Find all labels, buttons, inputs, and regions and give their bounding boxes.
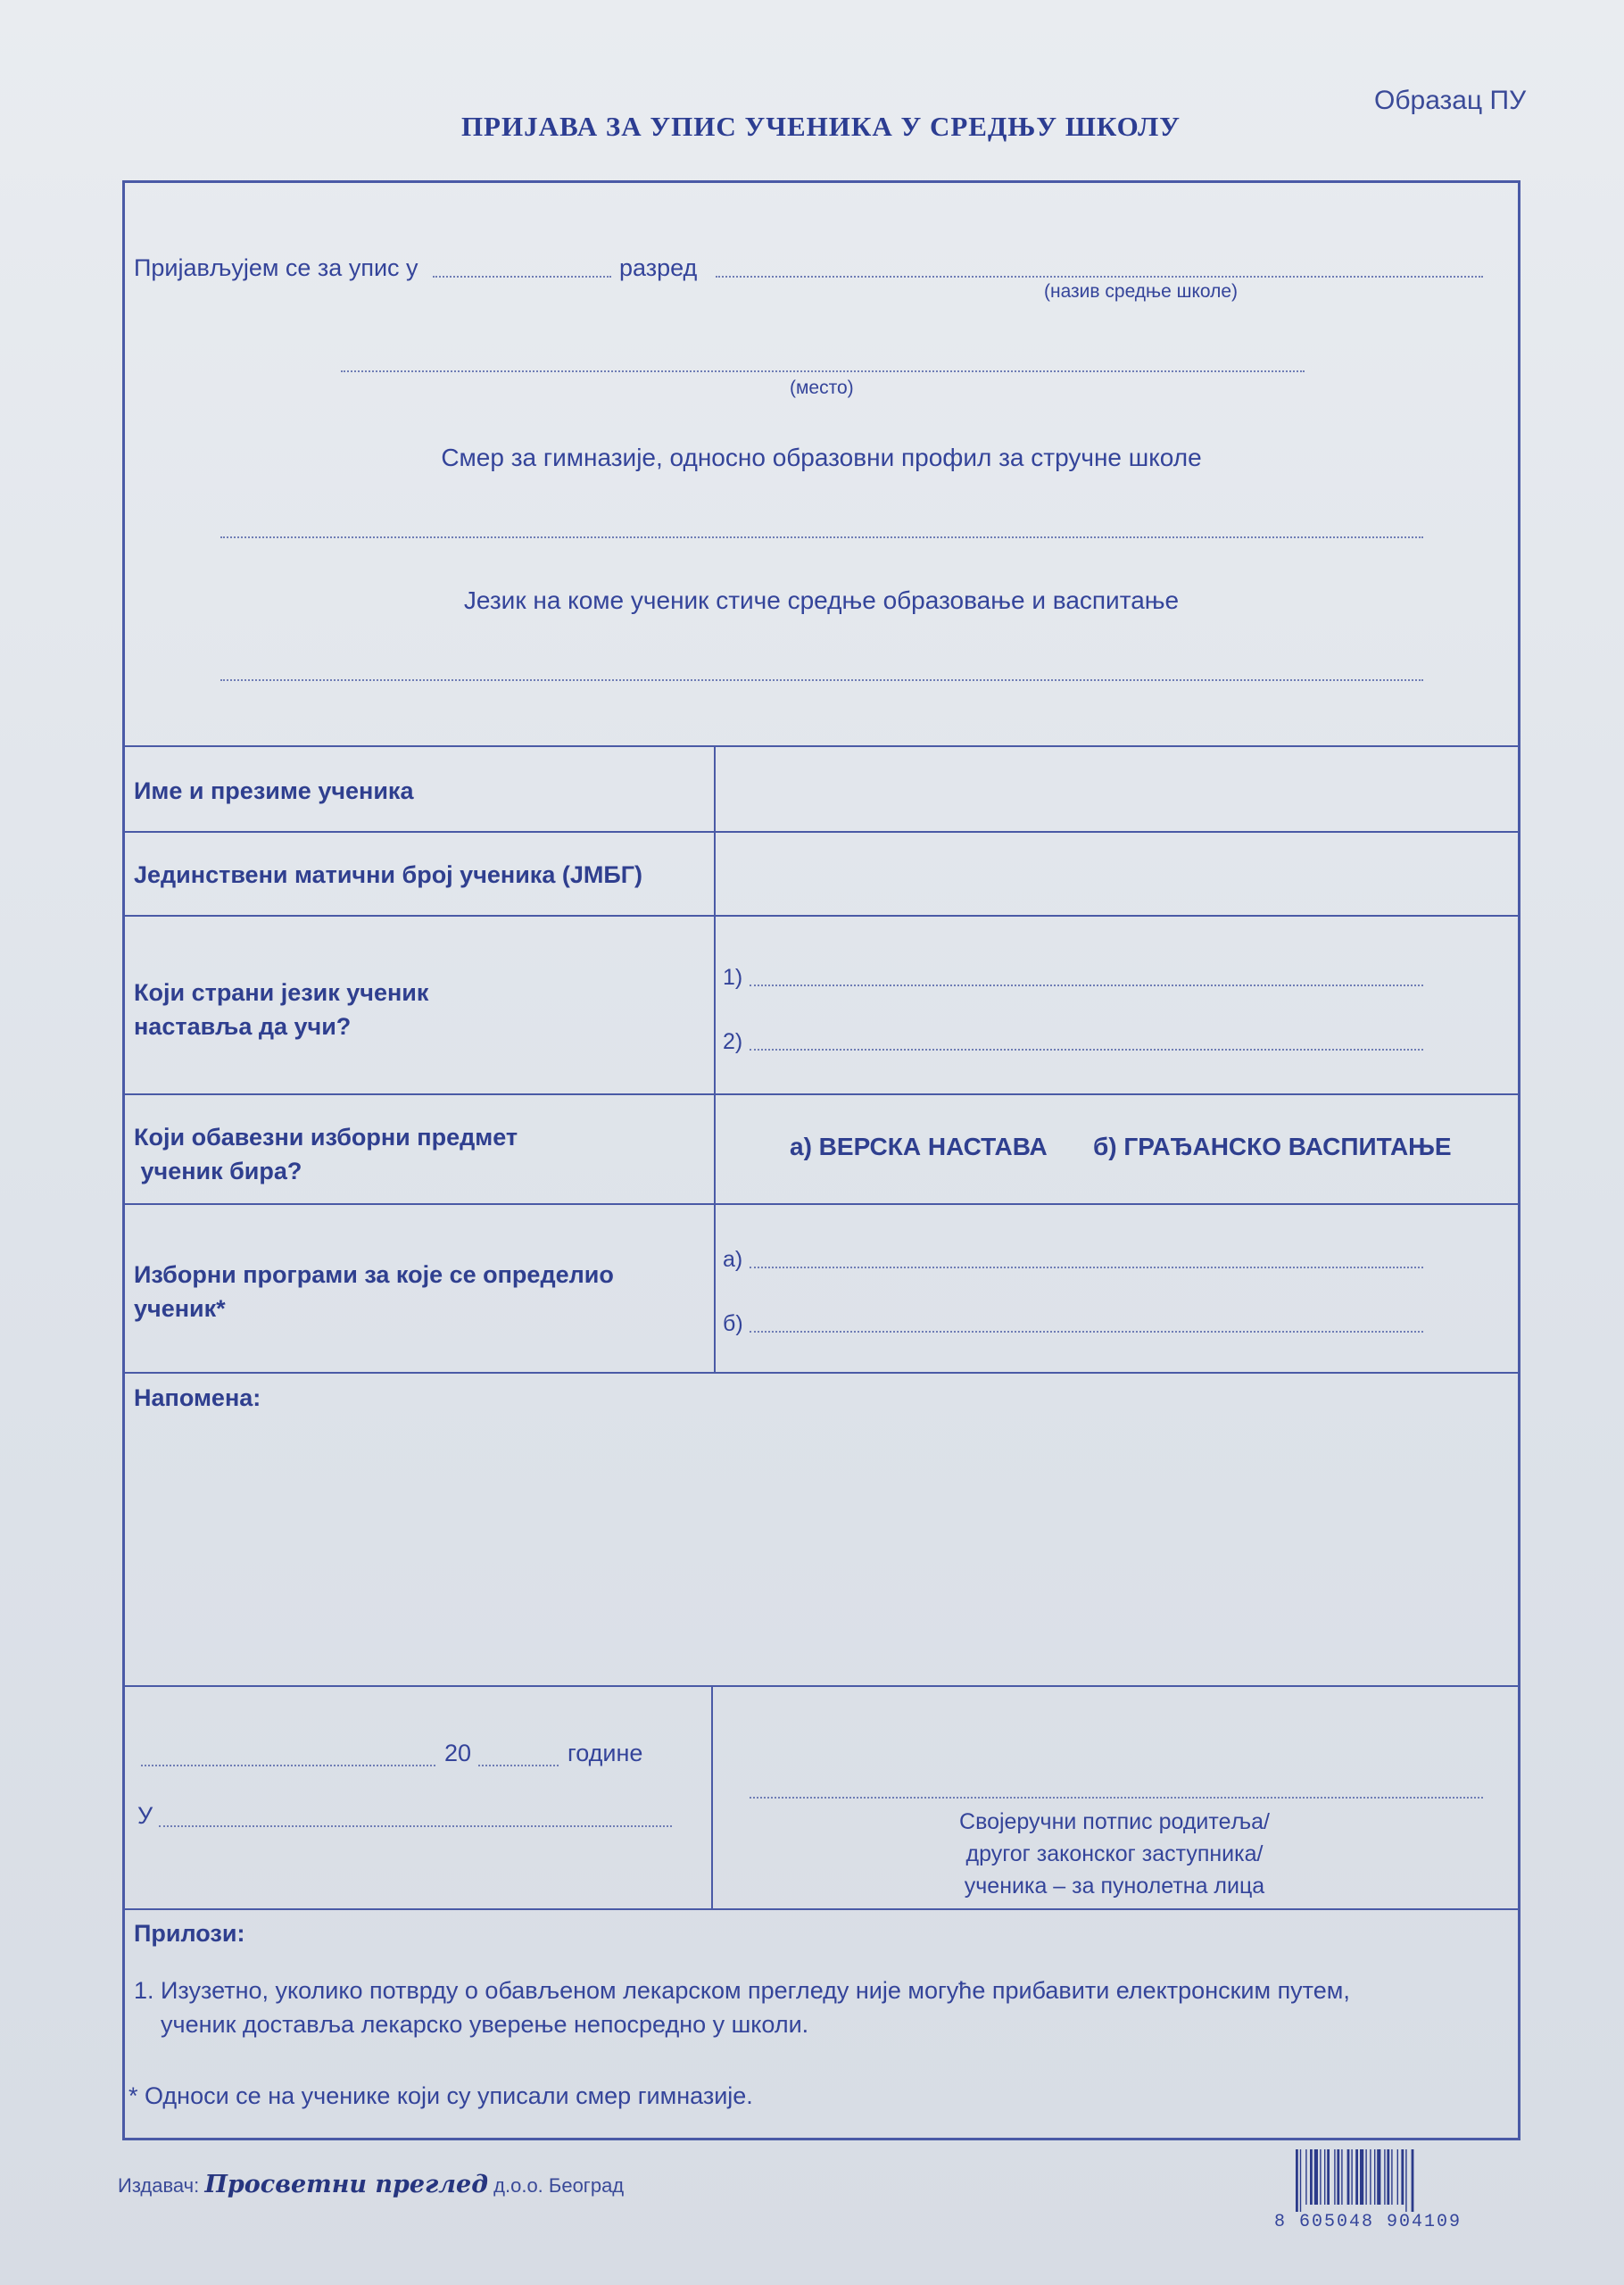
program-a-field[interactable] — [750, 1267, 1423, 1268]
foreign-language-label-2: наставља да учи? — [134, 1013, 352, 1040]
signing-place-field[interactable] — [159, 1825, 672, 1827]
barcode-number: 8 605048 904109 — [1274, 2212, 1462, 2232]
date-field[interactable] — [141, 1765, 435, 1766]
signature-caption-3: ученика – за пунолетна лица — [964, 1874, 1265, 1899]
grade-word: разред — [619, 254, 698, 281]
attachment-item-1-line-2: ученик доставља лекарско уверење непосредно у школи. — [134, 2011, 809, 2038]
form-frame — [122, 180, 1520, 2140]
enroll-prefix: Пријављујем се за упис у — [134, 254, 418, 281]
signature-caption-2: другог законског заступника/ — [965, 1841, 1264, 1866]
divider — [125, 1372, 1518, 1374]
form-code: Образац ПУ — [1374, 86, 1527, 115]
program-letter-b: б) — [723, 1311, 743, 1336]
publisher-suffix: д.о.о. Београд — [493, 2174, 625, 2197]
option-civic-education[interactable]: б) ГРАЂАНСКО ВАСПИТАЊЕ — [1093, 1133, 1452, 1160]
foreign-language-2-field[interactable] — [750, 1049, 1423, 1051]
foreign-language-1-field[interactable] — [750, 985, 1423, 986]
programs-label-1: Изборни програми за које се определио — [134, 1261, 614, 1288]
elective-label-2: ученик бира? — [134, 1158, 302, 1184]
jmbg-field[interactable] — [717, 833, 1516, 913]
attachments-label: Прилози: — [134, 1920, 245, 1947]
place-field[interactable] — [341, 370, 1305, 372]
year-prefix: 20 — [444, 1740, 472, 1766]
student-name-label: Име и презиме ученика — [134, 777, 414, 804]
jmbg-label: Јединствени матични број ученика (ЈМБГ) — [134, 861, 643, 888]
divider — [125, 1203, 1518, 1205]
language-field[interactable] — [220, 679, 1423, 681]
column-divider — [714, 745, 716, 1372]
divider — [125, 1685, 1518, 1687]
divider — [125, 1908, 1518, 1910]
foreign-language-number-2: 2) — [723, 1029, 743, 1054]
foreign-language-label-1: Који страни језик ученик — [134, 979, 429, 1006]
publisher-line — [118, 2171, 624, 2198]
language-label: Језик на коме ученик стиче средње образовање и васпитање — [463, 586, 1180, 614]
divider — [125, 1093, 1518, 1095]
programs-label-2: ученик* — [134, 1295, 226, 1322]
signature-field[interactable] — [750, 1797, 1483, 1799]
foreign-language-number-1: 1) — [723, 965, 743, 990]
publisher-logo: Просветни преглед — [204, 2171, 489, 2198]
note-label: Напомена: — [134, 1384, 261, 1411]
program-letter-a: а) — [723, 1247, 743, 1272]
program-b-field[interactable] — [750, 1331, 1423, 1333]
year-field[interactable] — [478, 1765, 559, 1766]
place-prefix: У — [137, 1802, 153, 1829]
attachment-item-1-line-1: 1. Изузетно, уколико потврду о обављеном лекарском прегледу није могуће прибавити електронским путем, — [134, 1977, 1350, 2004]
note-field[interactable] — [134, 1419, 1508, 1678]
year-word: године — [568, 1740, 643, 1766]
grade-field[interactable] — [433, 276, 611, 278]
signature-caption-1: Својеручни потпис родитеља/ — [959, 1809, 1270, 1834]
profile-label: Смер за гимназије, односно образовни профил за стручне школе — [441, 444, 1202, 471]
profile-field[interactable] — [220, 536, 1423, 538]
student-name-field[interactable] — [717, 747, 1516, 829]
place-caption: (место) — [790, 378, 854, 398]
school-name-field[interactable] — [716, 276, 1483, 278]
barcode-icon — [1294, 2149, 1492, 2212]
form-title: ПРИЈАВА ЗА УПИС УЧЕНИКА У СРЕДЊУ ШКОЛУ — [460, 111, 1181, 142]
publisher-prefix: Издавач: — [118, 2174, 200, 2197]
divider — [125, 915, 1518, 917]
school-caption: (назив средње школе) — [1044, 281, 1239, 302]
option-religious-education[interactable]: а) ВЕРСКА НАСТАВА — [790, 1133, 1048, 1160]
footnote: * Односи се на ученике који су уписали смер гимназије. — [128, 2082, 753, 2109]
elective-label-1: Који обавезни изборни предмет — [134, 1124, 518, 1151]
